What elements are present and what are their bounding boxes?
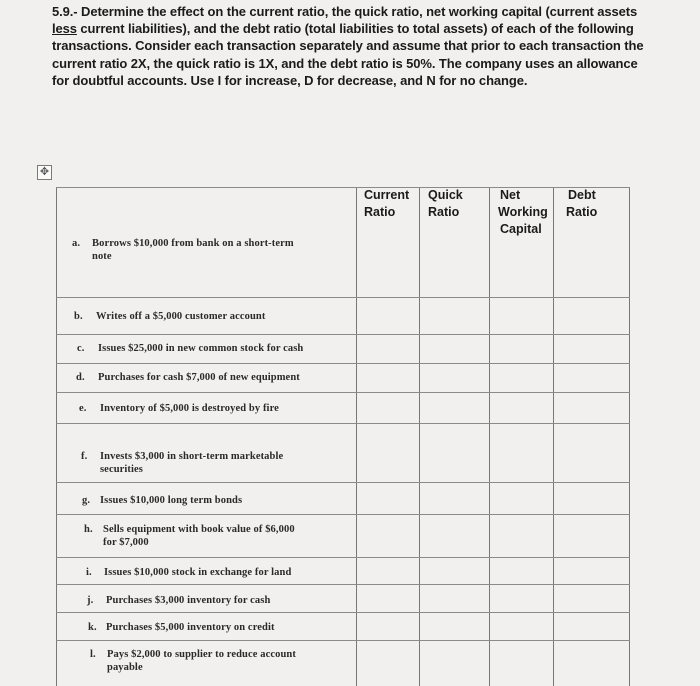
table-row-line bbox=[56, 423, 630, 424]
transaction-g: g. Issues $10,000 long term bonds bbox=[82, 495, 243, 506]
table-row-line bbox=[56, 557, 630, 558]
question-number: 5.9.- bbox=[52, 4, 78, 19]
transaction-f: f. Invests $3,000 in short-term marketable securities bbox=[81, 451, 284, 475]
question-text bbox=[52, 3, 652, 89]
table-row-line bbox=[56, 584, 630, 585]
transaction-d: d. Purchases for cash $7,000 of new equipment bbox=[76, 372, 300, 383]
table-row-line bbox=[56, 334, 630, 335]
transaction-h: h. Sells equipment with book value of $6,000 for $7,000 bbox=[84, 524, 295, 548]
question-underlined-word: less bbox=[52, 21, 77, 37]
transaction-c: c. Issues $25,000 in new common stock for cash bbox=[77, 343, 304, 354]
transaction-a: a. Borrows $10,000 from bank on a short-term note bbox=[72, 238, 294, 262]
header-quick-ratio: Quick Ratio bbox=[428, 188, 463, 219]
transaction-k: k. Purchases $5,000 inventory on credit bbox=[88, 622, 275, 633]
table-row-line bbox=[56, 514, 630, 515]
question-text-part2: current liabilities), and the debt ratio (total liabilities to total assets) of each of the following transactions. Consider each transaction separately and assume that prior to each transaction the current ratio 2X, the quick ratio is 1X, and the debt ratio is 50%. The company uses an allowance for doubtful accounts. Use I for increase, D for decrease, and N for no change. bbox=[52, 21, 644, 88]
transaction-j: j. Purchases $3,000 inventory for cash bbox=[87, 595, 271, 606]
transaction-i: i. Issues $10,000 stock in exchange for land bbox=[86, 567, 292, 578]
transaction-b: b. Writes off a $5,000 customer account bbox=[74, 311, 266, 322]
table-row-line bbox=[56, 363, 630, 364]
move-icon[interactable]: ✥ bbox=[37, 165, 52, 180]
table-row-line bbox=[56, 640, 630, 641]
header-net-working-capital: Net Working Capital bbox=[498, 188, 548, 236]
table-row-line bbox=[56, 482, 630, 483]
table-row-line bbox=[56, 612, 630, 613]
header-current-ratio: Current Ratio bbox=[364, 188, 410, 219]
header-debt-ratio: Debt Ratio bbox=[566, 188, 598, 219]
table-row-line bbox=[56, 392, 630, 393]
table-row-line bbox=[56, 297, 630, 298]
transaction-l: l. Pays $2,000 to supplier to reduce account payable bbox=[90, 649, 296, 673]
transaction-e: e. Inventory of $5,000 is destroyed by fire bbox=[79, 403, 279, 414]
question-text-part1: Determine the effect on the current ratio, the quick ratio, net working capital (current assets bbox=[81, 4, 638, 19]
